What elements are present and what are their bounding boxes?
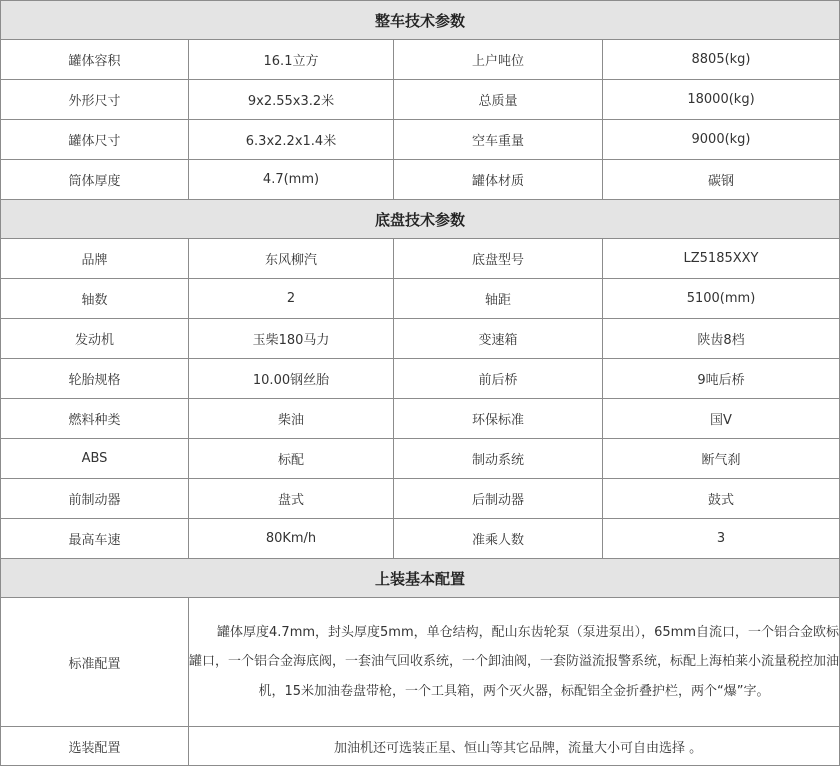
param-value: 国V <box>603 399 840 439</box>
optional-config-row <box>1 727 840 766</box>
param-label: 发动机 <box>1 319 189 359</box>
table-row <box>1 239 840 279</box>
param-value: 80Km/h <box>189 519 394 559</box>
param-label: 上户吨位 <box>394 40 603 80</box>
param-label: 外形尺寸 <box>1 80 189 120</box>
param-value: 2 <box>189 279 394 319</box>
param-value: 陕齿8档 <box>603 319 840 359</box>
param-label: 变速箱 <box>394 319 603 359</box>
param-value: 玉柴180马力 <box>189 319 394 359</box>
param-value: 碳钢 <box>603 160 840 200</box>
section-title-upper: 上装基本配置 <box>1 559 840 598</box>
optional-config-cell <box>189 727 840 766</box>
table-row <box>1 479 840 519</box>
optional-config-text: 加油机还可选装正星、恒山等其它品牌，流量大小可自由选择 。 <box>333 740 703 756</box>
param-value: 4.7(mm) <box>189 160 394 200</box>
param-label: 后制动器 <box>394 479 603 519</box>
param-label: 罐体容积 <box>1 40 189 80</box>
standard-config-text: 罐体厚度4.7mm，封头厚度5mm，单仓结构，配山东齿轮泵（泵进泵出），65mm自流口，一个铝合金欧标罐口，一个铝合金海底阀，一套油气回收系统，一个卸油阀，一套防溢流报警系统，标配上海柏莱小流量税控加油机，15米加油卷盘带枪，一个工具箱，两个灭火器，标配铝全金折叠护栏，两个“爆”字。 <box>189 624 840 699</box>
param-value: 10.00钢丝胎 <box>189 359 394 399</box>
param-label: 前制动器 <box>1 479 189 519</box>
param-value: 东风柳汽 <box>189 239 394 279</box>
section-header-upper <box>1 559 840 598</box>
section-header-vehicle <box>1 1 840 40</box>
param-label: 空车重量 <box>394 120 603 160</box>
param-value: 16.1立方 <box>189 40 394 80</box>
param-label: 轮胎规格 <box>1 359 189 399</box>
param-label: 轴距 <box>394 279 603 319</box>
param-label: 燃料种类 <box>1 399 189 439</box>
param-label: 准乘人数 <box>394 519 603 559</box>
table-row <box>1 120 840 160</box>
table-row <box>1 80 840 120</box>
param-label: 制动系统 <box>394 439 603 479</box>
standard-config-row <box>1 598 840 727</box>
param-value: 断气刹 <box>603 439 840 479</box>
table-row <box>1 319 840 359</box>
param-label: 罐体材质 <box>394 160 603 200</box>
param-label: 品牌 <box>1 239 189 279</box>
param-value: 标配 <box>189 439 394 479</box>
param-value: 18000(kg) <box>603 80 840 120</box>
spec-table-body <box>1 1 840 766</box>
param-label: 罐体尺寸 <box>1 120 189 160</box>
param-value: 9x2.55x3.2米 <box>189 80 394 120</box>
param-value: 5100(mm) <box>603 279 840 319</box>
standard-config-label: 标准配置 <box>1 598 189 727</box>
param-label: 筒体厚度 <box>1 160 189 200</box>
param-value: LZ5185XXY <box>603 239 840 279</box>
table-row <box>1 519 840 559</box>
param-label: 总质量 <box>394 80 603 120</box>
section-title-chassis: 底盘技术参数 <box>1 200 840 239</box>
table-row <box>1 399 840 439</box>
param-label: 轴数 <box>1 279 189 319</box>
table-row <box>1 279 840 319</box>
param-label: 最高车速 <box>1 519 189 559</box>
table-row <box>1 160 840 200</box>
standard-config-cell <box>189 598 840 727</box>
param-value: 9000(kg) <box>603 120 840 160</box>
param-value: 9吨后桥 <box>603 359 840 399</box>
param-label: 环保标准 <box>394 399 603 439</box>
param-value: 盘式 <box>189 479 394 519</box>
param-value: 柴油 <box>189 399 394 439</box>
section-header-chassis <box>1 200 840 239</box>
param-label: ABS <box>1 439 189 479</box>
param-value: 8805(kg) <box>603 40 840 80</box>
table-row <box>1 439 840 479</box>
table-row <box>1 359 840 399</box>
param-label: 底盘型号 <box>394 239 603 279</box>
param-value: 3 <box>603 519 840 559</box>
param-label: 前后桥 <box>394 359 603 399</box>
section-title-vehicle: 整车技术参数 <box>1 1 840 40</box>
table-row <box>1 40 840 80</box>
optional-config-label: 选装配置 <box>1 727 189 766</box>
param-value: 6.3x2.2x1.4米 <box>189 120 394 160</box>
param-value: 鼓式 <box>603 479 840 519</box>
